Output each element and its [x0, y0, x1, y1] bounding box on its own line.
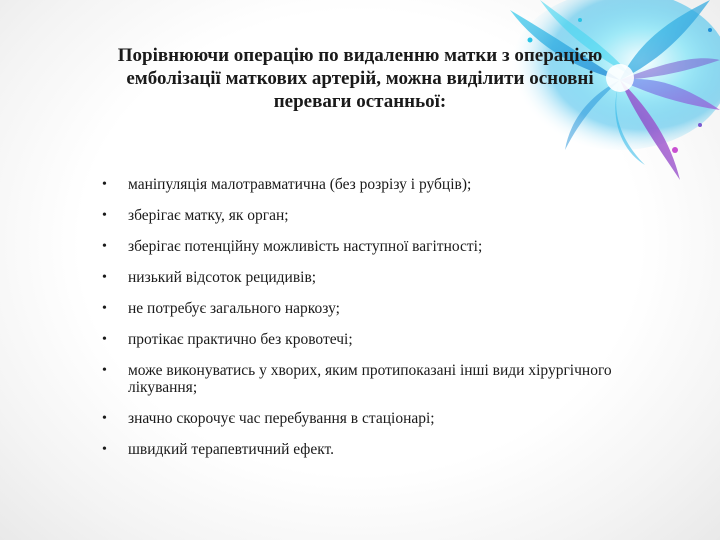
list-item	[100, 331, 620, 348]
bullet-icon: •	[102, 177, 107, 192]
slide-title: Порівнюючи операцію по видаленню матки з операцією емболізації маткових артерій, можна виділити основні переваги останньої:	[117, 45, 603, 112]
bullet-icon: •	[102, 442, 107, 457]
list-item-text: низький відсоток рецидивів;	[128, 269, 317, 286]
bullet-icon: •	[102, 363, 107, 378]
list-item-text: зберігає потенційну можливість наступної вагітності;	[128, 238, 483, 255]
list-item	[100, 238, 620, 255]
list-item-text: не потребує загального наркозу;	[128, 300, 340, 317]
list-item-text: значно скорочує час перебування в стаціонарі;	[128, 410, 435, 427]
benefits-list	[100, 176, 620, 458]
list-item	[100, 176, 620, 193]
bullet-icon: •	[102, 332, 107, 347]
list-item	[100, 362, 620, 396]
bullet-icon: •	[102, 239, 107, 254]
list-item	[100, 269, 620, 286]
list-item-text: протікає практично без кровотечі;	[128, 331, 353, 348]
bullet-icon: •	[102, 411, 107, 426]
bullet-icon: •	[102, 208, 107, 223]
list-item	[100, 410, 620, 427]
list-item	[100, 207, 620, 224]
list-item	[100, 300, 620, 317]
list-item-text: швидкий терапевтичний ефект.	[128, 441, 335, 458]
list-item-text: маніпуляція малотравматична (без розрізу і рубців);	[128, 176, 472, 193]
list-item-text: може виконуватись у хворих, яким протипоказані інші види хірургічного лікування;	[128, 362, 612, 396]
bullet-icon: •	[102, 270, 107, 285]
list-item-text: зберігає матку, як орган;	[128, 207, 289, 224]
bullet-icon: •	[102, 301, 107, 316]
list-item	[100, 441, 620, 458]
